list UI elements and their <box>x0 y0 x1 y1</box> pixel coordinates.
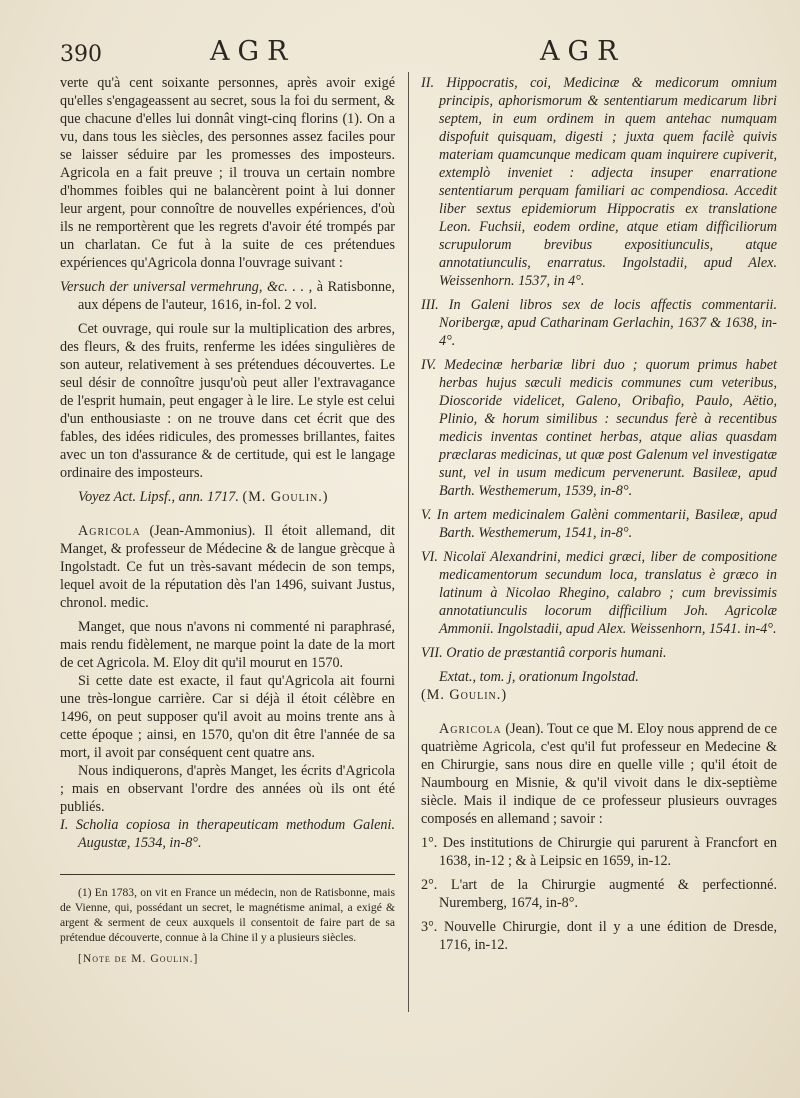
footnotes <box>60 885 395 966</box>
book-entry <box>60 278 395 314</box>
work-list-item: VII. Oratio de præstantiâ corporis humani. <box>421 645 667 661</box>
entry-text: (Jean-Ammonius). Il étoit allemand, dit Manget, & professeur de Médecine & de langue grècque à Ingolstadt. Ce fut un très-savant médecin de son temps, lequel avoit de la réputation dès l'an 1496, suivant Justus, chronol. medic. <box>60 523 395 611</box>
work-list-item: V. In artem medicinalem Galèni commentarii, Basileæ, apud Barth. Westhemerum, 1541, in-8°. <box>421 507 777 541</box>
cross-reference <box>60 488 395 506</box>
work-list-item: VI. Nicolaï Alexandrini, medici græci, liber de compositione medicamentorum secundum loca, translatus è græco in latinum à Nicolao Rhegino, calabro ; cum brevissimis annotatiunculis locorum difficilium Joh. Agricolæ Ammonii. Ingolstadii, apud Alex. Weissenhorn, 1541. in-4°. <box>421 549 777 637</box>
left-column <box>60 74 395 966</box>
work-list-item: III. In Galeni libros sex de locis affectis commentarii. Noribergæ, apud Catharinam Gerlachin, 1637 & 1638, in-4°. <box>421 297 777 349</box>
entry-headword: Agricola <box>439 721 502 737</box>
footnote-rule <box>60 874 395 875</box>
work-list-item: II. Hippocratis, coi, Medicinæ & medicorum omnium principis, aphorismorum & sententiarum medicarum libri septem, in eum ordinem in quem antehac numquam dispofuit quisquam, digesti ; juxta quem facilè quivis materiam quamcunque medicam quam inquirere cupiverit, extemplò inveniet : adjecta insuper enarratione sententiarum perquam familiari ac compendiosa. Accedit liber sextus epidemiorum Hippocratis ex translatione Leon. Fuchsii, eodem ordine, atque etiam difficiliorum scrupulorum brevibus expositiunculis, atque annotatiunculis, enarratus. Ingolstadii, apud Alex. Weissenhorn. 1537, in 4°. <box>421 75 777 289</box>
footnote: (1) En 1783, on vit en France un médecin, non de Ratisbonne, mais de Vienne, qui, possédant un secret, le magnétisme animal, a exigé & argent & serment de ceux auxquels il consentoit de faire part de sa prétendue découverte, connue à la Chine il y a plusieurs siècles. <box>60 886 395 944</box>
paragraph: Cet ouvrage, qui roule sur la multiplication des arbres, des fleurs, & des fruits, renferme les idées singulières de son auteur, relativement à ses prétendues découvertes. Le seul désir de connoître jusqu'où peut aller l'extravagance de l'esprit humain, peut engager à le lire. Le style est celui d'un enthousiaste : on ne trouve dans cet écrit que des fables, des idées ridicules, des promesses brillantes, faites avec un ton d'assurance & de certitude, qui est le langage ordinaire des imposteurs. <box>60 321 395 481</box>
paragraph: Nous indiquerons, d'après Manget, les écrits d'Agricola ; mais en observant l'ordre des années où ils ont été publiés. <box>60 763 395 815</box>
book-imprint: à Ratisbonne, aux dépens de l'auteur, 1616, in-fol. 2 vol. <box>78 279 395 313</box>
dictionary-entry <box>421 720 777 828</box>
paragraph: Si cette date est exacte, il faut qu'Agricola ait fourni une très-longue carrière. Car si déjà il étoit célèbre en 1496, on peut supposer qu'il avoit au moins trente ans à cette époque ; ainsi, en 1570, qu'on dit être l'année de sa mort, il avoit par conséquent cent quatre ans. <box>60 673 395 761</box>
work-list-item: 3°. Nouvelle Chirurgie, dont il y a une édition de Dresde, 1716, in-12. <box>421 919 777 953</box>
work-list-item: IV. Medecinæ herbariæ libri duo ; quorum primus habet herbas hujus sæculi medicis communes cum veteribus, Dioscoride videlicet, Galeno, Oribafio, Paulo, Aëtio, Plinio, & horum similibus : secundus ferè à recentibus medicis inventas continet herbas, atque alias quasdam præclaras medicinas, ut quæ post Galenum vel investigatæ sunt, vel in usum medicum pervenerunt. Basileæ, apud Barth. Westhemerum, 1539, in-8°. <box>421 357 777 499</box>
work-list-item: I. Scholia copiosa in therapeuticam methodum Galeni. Augustæ, 1534, in-8°. <box>60 817 395 851</box>
footnote-attribution: [Note de M. Goulin.] <box>78 952 199 965</box>
running-head-left: AGR <box>210 36 296 67</box>
running-head-right: AGR <box>540 36 626 67</box>
paragraph: Manget, que nous n'avons ni commenté ni paraphrasé, mais rendu fidèlement, ne marque point la date de la mort de cet Agricola. M. Eloy dit qu'il mourut en 1570. <box>60 619 395 671</box>
author-attribution: (M. Goulin.) <box>242 489 329 505</box>
entry-text: (Jean). Tout ce que M. Eloy nous apprend de ce quatrième Agricola, c'est qu'il fut professeur en Medecine & en Chirurgie, sans nous dire en quelle ville ; qu'il étoit de Naumbourg en Misnie, & qu'il vivoit dans le dix-septième siècle. Mais il indique de ce professeur plusieurs ouvrages composés en allemand ; savoir : <box>421 721 777 827</box>
entry-headword: Agricola <box>78 523 141 539</box>
work-list-item: 2°. L'art de la Chirurgie augmenté & perfectionné. Nuremberg, 1674, in-8°. <box>421 877 777 911</box>
paragraph: verte qu'à cent soixante personnes, après avoir exigé qu'elles s'engageassent au secret, sous la foi du serment, & que chacune d'elles lui donnât vingt-cinq florins (1). On a vu, dans tous les siècles, des personnes assez faciles pour se laisser séduire par les promesses des imposteurs. Agricola en a fait preuve ; il trouva un certain nombre d'hommes foibles qui ne balancèrent point à lui donner leur argent, pour connoître de nouvelles expériences, d'où ils ne remportèrent que les regrets d'avoir été trompés par un charlatan. Ce fut à la suite de ces prétendues expériences qu'Agricola donna l'ouvrage suivant : <box>60 75 395 271</box>
source-note: Extat., tom. j, orationum Ingolstad. <box>439 669 639 685</box>
author-attribution: (M. Goulin.) <box>421 687 508 703</box>
work-list-item: 1°. Des institutions de Chirurgie qui parurent à Francfort en 1638, in-12 ; & à Leipsic en 1659, in-12. <box>421 835 777 869</box>
book-title: Versuch der universal vermehrung, &c. . . , <box>60 279 313 295</box>
right-column <box>421 74 777 954</box>
column-divider <box>408 72 409 1012</box>
reference-source: Voyez Act. Lipsf., ann. 1717. <box>78 489 239 505</box>
page-number: 390 <box>60 42 102 67</box>
dictionary-entry <box>60 522 395 612</box>
page-header <box>0 36 800 76</box>
